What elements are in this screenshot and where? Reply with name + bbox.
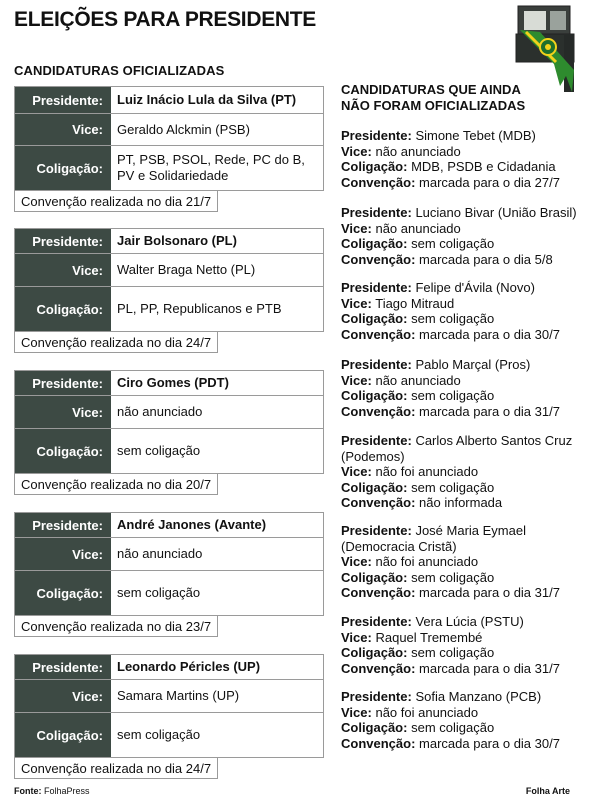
convention-note: Convenção realizada no dia 21/7 <box>14 191 218 212</box>
convention-note: Convenção realizada no dia 24/7 <box>14 332 218 353</box>
pending-candidate: Presidente: Simone Tebet (MDB) Vice: não anunciado Coligação: MDB, PSDB e Cidadania Convenção: marcada para o dia 27/7 <box>341 128 560 190</box>
vice-label: Vice: <box>15 680 111 712</box>
convention-note: Convenção realizada no dia 24/7 <box>14 758 218 779</box>
coalition-label: Coligação: <box>15 713 111 757</box>
official-heading: CANDIDATURAS OFICIALIZADAS <box>14 63 225 78</box>
pending-candidate: Presidente: Luciano Bivar (União Brasil) Vice: não anunciado Coligação: sem coligação Convenção: marcada para o dia 5/8 <box>341 205 577 267</box>
pending-candidate: Presidente: Pablo Marçal (Pros) Vice: não anunciado Coligação: sem coligação Convenção: marcada para o dia 31/7 <box>341 357 560 419</box>
president-label: Presidente: <box>15 371 111 395</box>
source-credit: Fonte: FolhaPress <box>14 786 90 796</box>
president-name: Luiz Inácio Lula da Silva (PT) <box>111 87 323 113</box>
pending-section <box>341 82 586 762</box>
president-name: Leonardo Péricles (UP) <box>111 655 323 679</box>
convention-note: Convenção realizada no dia 20/7 <box>14 474 218 495</box>
official-candidate-card <box>14 228 324 353</box>
official-candidate-card <box>14 512 324 637</box>
coalition-label: Coligação: <box>15 571 111 615</box>
pending-candidate: Presidente: Sofia Manzano (PCB) Vice: não foi anunciado Coligação: sem coligação Convenção: marcada para o dia 30/7 <box>341 689 560 751</box>
art-credit: Folha Arte <box>525 786 570 796</box>
convention-note: Convenção realizada no dia 23/7 <box>14 616 218 637</box>
official-candidate-card <box>14 86 324 212</box>
coalition-label: Coligação: <box>15 287 111 331</box>
vice-name: Samara Martins (UP) <box>111 680 323 712</box>
president-label: Presidente: <box>15 229 111 253</box>
president-name: André Janones (Avante) <box>111 513 323 537</box>
coalition-value: PL, PP, Republicanos e PTB <box>111 287 323 331</box>
coalition-value: sem coligação <box>111 429 323 473</box>
president-name: Jair Bolsonaro (PL) <box>111 229 323 253</box>
coalition-value: PT, PSB, PSOL, Rede, PC do B, PV e Solidariedade <box>111 146 323 190</box>
president-name: Ciro Gomes (PDT) <box>111 371 323 395</box>
pending-heading: CANDIDATURAS QUE AINDA NÃO FORAM OFICIALIZADAS <box>341 82 526 113</box>
president-label: Presidente: <box>15 655 111 679</box>
vice-name: Walter Braga Netto (PL) <box>111 254 323 286</box>
pending-candidate: Presidente: Vera Lúcia (PSTU) Vice: Raquel Tremembé Coligação: sem coligação Convenção: marcada para o dia 31/7 <box>341 614 560 676</box>
coalition-value: sem coligação <box>111 571 323 615</box>
page-title: ELEIÇÕES PARA PRESIDENTE <box>14 8 317 31</box>
vice-name: não anunciado <box>111 396 323 428</box>
pending-candidate: Presidente: Carlos Alberto Santos Cruz (Podemos) Vice: não foi anunciado Coligação: sem coligação Convenção: não informada <box>341 433 573 511</box>
president-label: Presidente: <box>15 513 111 537</box>
pending-candidate: Presidente: José Maria Eymael (Democracia Cristã) Vice: não foi anunciado Coligação: sem coligação Convenção: marcada para o dia 31/7 <box>341 523 560 601</box>
official-candidate-card <box>14 370 324 495</box>
coalition-label: Coligação: <box>15 429 111 473</box>
official-candidate-card <box>14 654 324 779</box>
president-label: Presidente: <box>15 87 111 113</box>
vice-name: não anunciado <box>111 538 323 570</box>
vice-label: Vice: <box>15 114 111 145</box>
vice-label: Vice: <box>15 254 111 286</box>
vice-label: Vice: <box>15 396 111 428</box>
vice-name: Geraldo Alckmin (PSB) <box>111 114 323 145</box>
pending-candidate: Presidente: Felipe d'Ávila (Novo) Vice: Tiago Mitraud Coligação: sem coligação Convenção: marcada para o dia 30/7 <box>341 280 560 342</box>
vice-label: Vice: <box>15 538 111 570</box>
coalition-label: Coligação: <box>15 146 111 190</box>
coalition-value: sem coligação <box>111 713 323 757</box>
